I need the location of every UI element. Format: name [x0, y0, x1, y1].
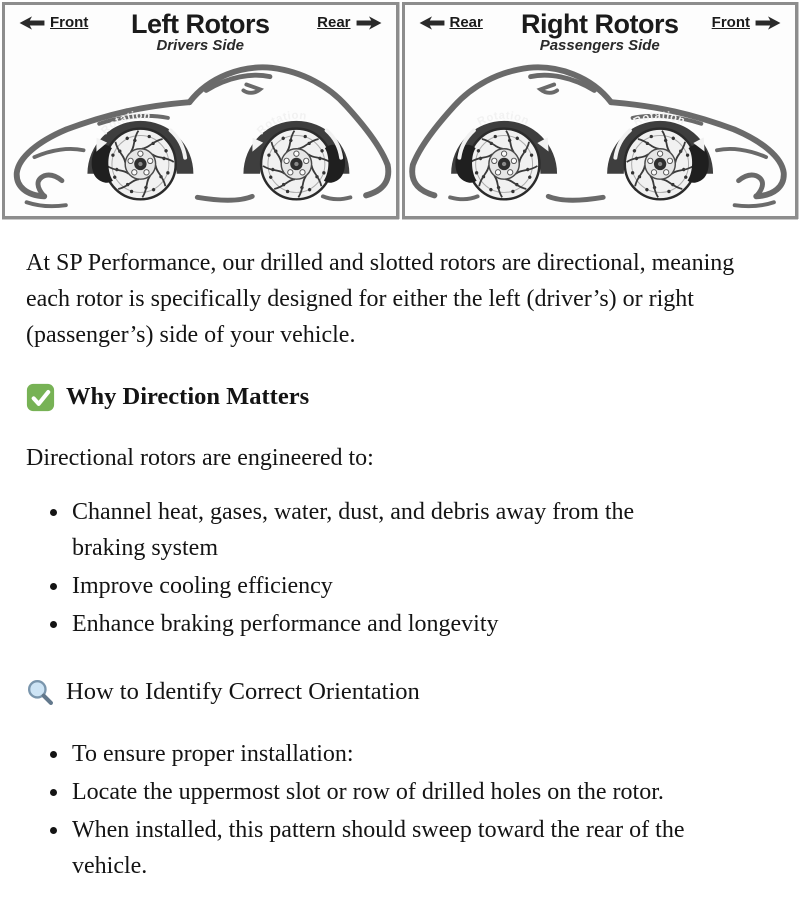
orientation-list	[26, 736, 686, 884]
list-item: • When installed, this pattern should sweep toward the rear of the vehicle.	[70, 812, 686, 884]
benefits-list	[26, 494, 686, 642]
left-panel-header	[5, 5, 396, 57]
direction-label-text: Front	[711, 14, 750, 31]
right-panel-header	[405, 5, 796, 57]
panel-title: Right Rotors	[521, 9, 679, 39]
right-car-illustration	[405, 59, 796, 216]
rotor-direction-diagram	[0, 0, 800, 219]
front-direction-label	[712, 14, 783, 31]
article-content	[0, 219, 800, 922]
rear-direction-label	[317, 14, 383, 31]
arrow-right-icon	[753, 15, 783, 31]
intro-paragraph: At SP Performance, our drilled and slotted rotors are directional, meaning each rotor is specifically designed for either the left (driver’s) or right (passenger’s) side of your vehicle.	[26, 249, 735, 348]
direction-label-text: Rear	[317, 14, 351, 31]
rotation-label: Rotation	[255, 109, 308, 138]
heading-text: Why Direction Matters	[66, 382, 310, 410]
magnifying-glass-icon	[26, 678, 55, 707]
list-item: • To ensure proper installation:	[70, 736, 686, 772]
rotation-label: Rotation	[475, 109, 531, 129]
direction-label-text: Front	[50, 14, 89, 31]
check-mark-icon	[26, 383, 55, 412]
engineered-to-lead: Directional rotors are engineered to:	[26, 444, 374, 471]
heading-text: How to Identify Correct Orientation	[66, 677, 420, 705]
panel-subtitle: Drivers Side	[156, 37, 245, 55]
panel-title: Left Rotors	[131, 9, 270, 39]
rotation-label: Rotation	[631, 109, 687, 129]
right-rotors-panel	[402, 2, 799, 219]
rotation-label: Rotation	[99, 109, 152, 138]
rear-direction-label	[417, 14, 483, 31]
panel-subtitle: Passengers Side	[539, 37, 660, 55]
arrow-right-icon	[354, 15, 384, 31]
left-rotors-panel	[2, 2, 399, 219]
direction-label-text: Rear	[449, 14, 483, 31]
arrow-left-icon	[417, 15, 447, 31]
arrow-left-icon	[17, 15, 47, 31]
list-item: • Locate the uppermost slot or row of drilled holes on the rotor.	[70, 774, 686, 810]
how-to-identify-heading	[26, 674, 774, 711]
why-direction-matters-heading	[26, 379, 774, 416]
list-item: • Channel heat, gases, water, dust, and debris away from the braking system	[70, 494, 686, 566]
left-car-illustration	[5, 59, 396, 216]
front-direction-label	[17, 14, 88, 31]
list-item: • Improve cooling efficiency	[70, 568, 686, 604]
list-item: • Enhance braking performance and longevity	[70, 606, 686, 642]
